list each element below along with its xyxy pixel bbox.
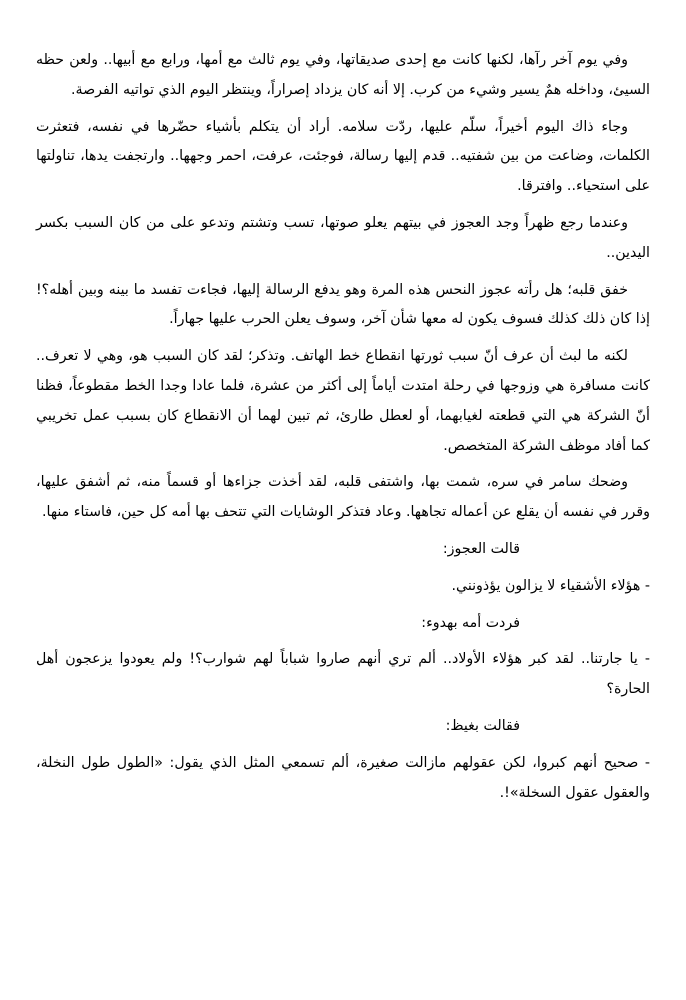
dialogue-line-1: - هؤلاء الأشقياء لا يزالون يؤذونني. <box>451 577 650 594</box>
dialogue-line-2: - يا جارتنا.. لقد كبر هؤلاء الأولاد.. ألم تري أنهم صاروا شباباً لهم شوارب؟! ولم يعودوا يزعجون أهل الحارة؟ <box>36 651 650 698</box>
dialogue-speaker-2: فردت أمه بهدوء: <box>421 614 520 631</box>
paragraph-3: وعندما رجع ظهراً وجد العجوز في بيتهم يعلو صوتها، تسب وتشتم وتدعو على من كان السبب بكسر اليدين.. <box>36 214 650 261</box>
paragraph-1: وفي يوم آخر رآها، لكنها كانت مع إحدى صديقاتها، وفي يوم ثالث مع أمها، ورابع مع أبيها.. ولعن حظه السيئ، وداخله همٌ يسير وشيء من كرب. إلا أنه كان يزداد إصراراً، وينتظر اليوم الذي تواتيه الفرصة. <box>36 52 650 98</box>
dialogue-speaker-3: فقالت بغيظ: <box>445 717 520 734</box>
paragraph-2: وجاء ذاك اليوم أخيراً، سلّم عليها، ردّت سلامه. أراد أن يتكلم بأشياء حضّرها في نفسه، فتعثرت الكلمات، وضاعت من بين شفتيه.. قدم إليها رسالة، فوجئت، عرفت، احمر وجهها.. وارتجفت يدها، تناولتها على استحياء.. وافترقا. <box>36 118 650 195</box>
dialogue-line-3: - صحيح أنهم كبروا، لكن عقولهم مازالت صغيرة، ألم تسمعي المثل الذي يقول: «الطول طول النخلة، والعقول عقول السخلة»!. <box>36 754 650 801</box>
paragraph-4: خفق قلبه؛ هل رأته عجوز النحس هذه المرة وهو يدفع الرسالة إليها، فجاءت تفسد ما بينه وبين أهله؟! إذا كان ذلك كذلك فسوف يكون له معها شأن آخر، وسوف يعلن الحرب عليها جهاراً. <box>36 281 650 328</box>
paragraph-5: لكنه ما لبث أن عرف أنّ سبب ثورتها انقطاع خط الهاتف. وتذكر؛ لقد كان السبب هو، وهي لا تعرف.. كانت مسافرة هي وزوجها في رحلة امتدت أياماً إلى أكثر من عشرة، فلما عادا وجدا الخط مقطوعاً، فظنا أنّ الشركة هي التي قطعته لغيابهما، أو لعطل طارئ، ثم تبين لهما أن الانقطاع كان بسبب عمل تخريبي كما أفاد موظف الشركة المتخصص. <box>36 348 650 454</box>
paragraph-6: وضحك سامر في سره، شمت بها، واشتفى قلبه، لقد أخذت جزاءها أو قسماً منه، ثم أشفق عليها، وقرر في نفسه أن يقلع عن أعماله تجاهها. وعاد فتذكر الوشايات التي تتحف بها أمه كل حين، فاستاء منها. <box>36 474 650 521</box>
dialogue-speaker-1: قالت العجوز: <box>442 540 520 557</box>
